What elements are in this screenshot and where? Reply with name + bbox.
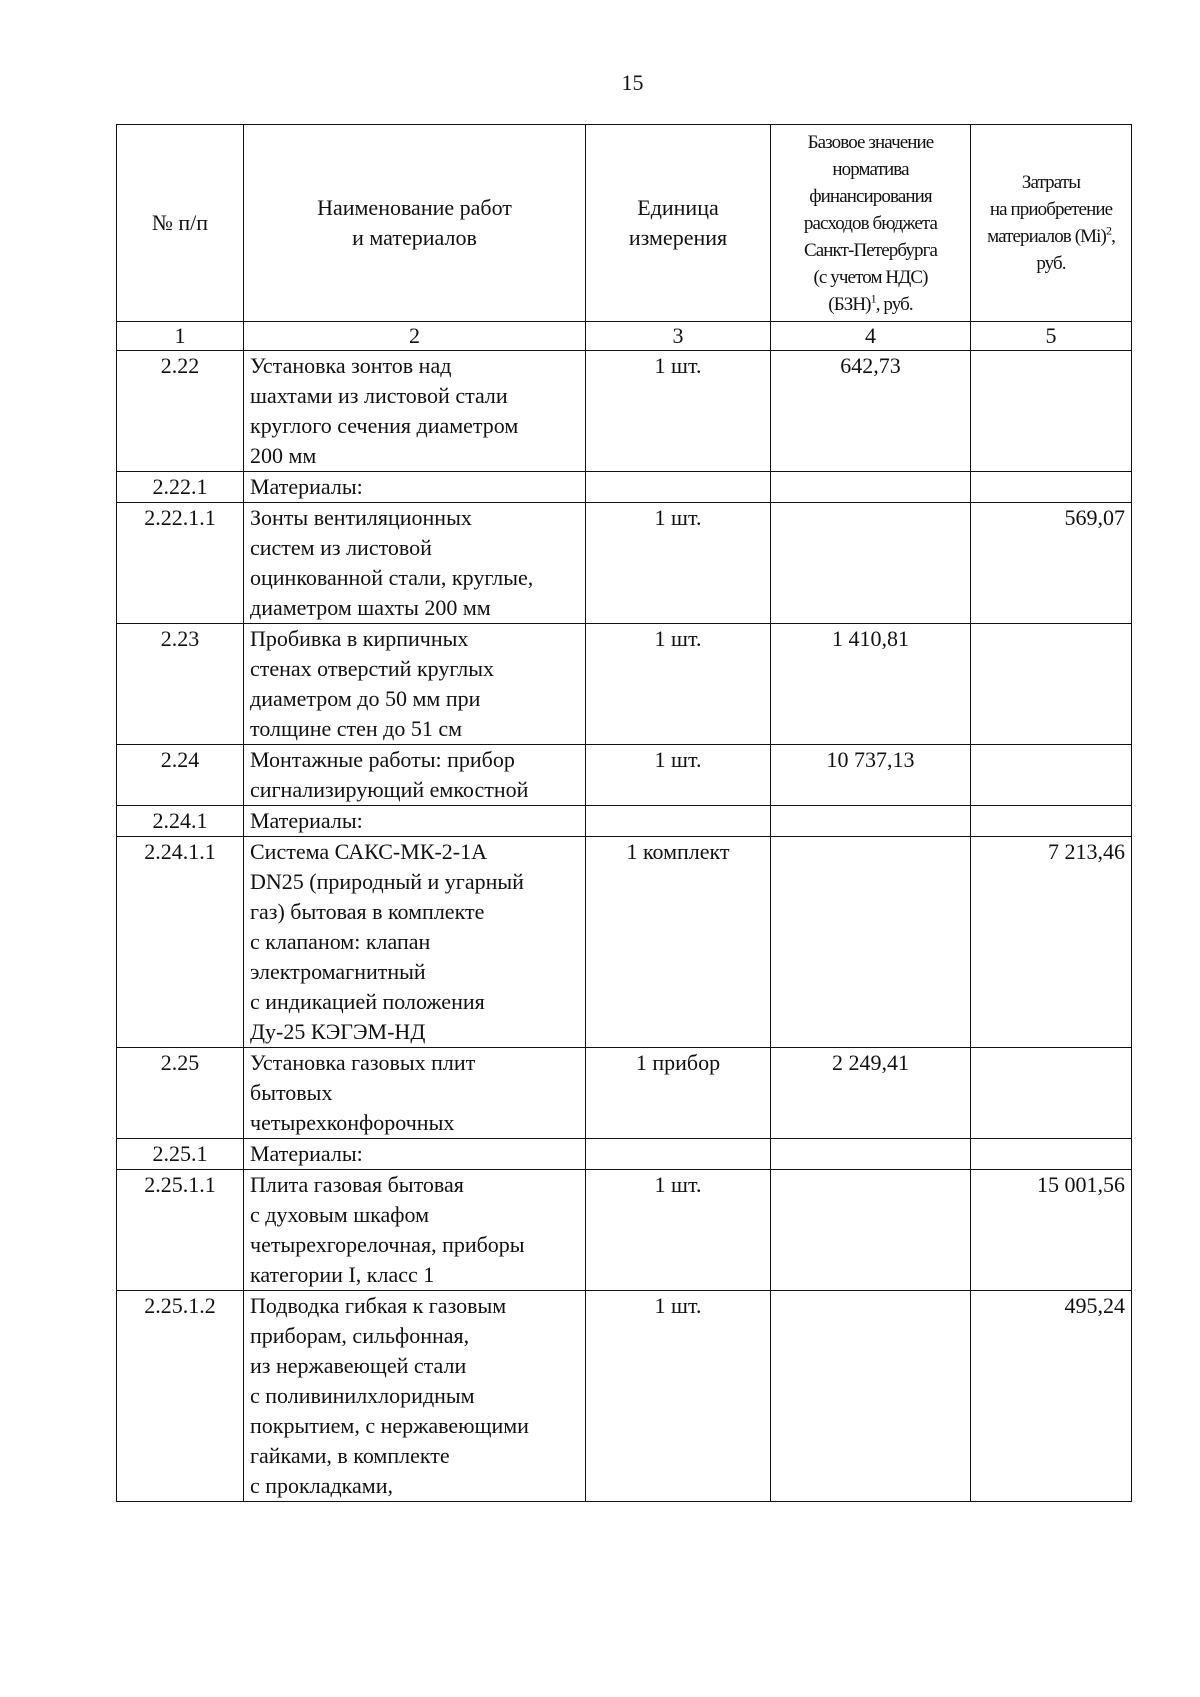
row-number-cell: 2.24.1.1 xyxy=(117,837,244,1048)
row-name-cell xyxy=(244,624,586,745)
row-number-cell: 2.25.1 xyxy=(117,1139,244,1170)
column-number: 1 xyxy=(117,322,244,351)
row-material-cost-cell: 569,07 xyxy=(971,503,1132,624)
row-name-line: четырехгорелочная, приборы xyxy=(250,1232,525,1257)
row-name-line: приборам, сильфонная, xyxy=(250,1323,470,1348)
row-name-line: с поливинилхлоридным xyxy=(250,1383,475,1408)
row-material-cost-cell xyxy=(971,806,1132,837)
norms-table xyxy=(116,124,1132,1502)
row-name-line: диаметром шахты 200 мм xyxy=(250,595,491,620)
table-row xyxy=(117,745,1132,806)
row-name-line: Зонты вентиляционных xyxy=(250,505,472,530)
row-material-cost-cell xyxy=(971,1139,1132,1170)
table-row xyxy=(117,472,1132,503)
row-unit-cell: 1 шт. xyxy=(586,1291,771,1502)
row-name-cell xyxy=(244,503,586,624)
row-material-cost-cell: 7 213,46 xyxy=(971,837,1132,1048)
row-material-cost-cell xyxy=(971,472,1132,503)
row-name-line: диаметром до 50 мм при xyxy=(250,686,481,711)
row-name-line: шахтами из листовой стали xyxy=(250,383,508,408)
row-base-value-cell xyxy=(771,1170,971,1291)
row-name-line: с духовым шкафом xyxy=(250,1202,430,1227)
table-row xyxy=(117,351,1132,472)
row-number-cell: 2.25.1.1 xyxy=(117,1170,244,1291)
column-number: 4 xyxy=(771,322,971,351)
row-name-cell xyxy=(244,1139,586,1170)
row-material-cost-cell: 15 001,56 xyxy=(971,1170,1132,1291)
row-material-cost-cell xyxy=(971,624,1132,745)
row-unit-cell: 1 шт. xyxy=(586,745,771,806)
row-name-line: четырехконфорочных xyxy=(250,1110,455,1135)
row-unit-cell xyxy=(586,1139,771,1170)
row-name-cell xyxy=(244,745,586,806)
row-name-line: покрытием, с нержавеющими xyxy=(250,1413,529,1438)
row-unit-cell: 1 комплект xyxy=(586,837,771,1048)
row-name-line: Установка газовых плит xyxy=(250,1050,476,1075)
row-name-line: круглого сечения диаметром xyxy=(250,413,519,438)
row-base-value-cell xyxy=(771,837,971,1048)
table-row xyxy=(117,503,1132,624)
row-material-cost-cell: 495,24 xyxy=(971,1291,1132,1502)
row-unit-cell xyxy=(586,472,771,503)
column-number-row xyxy=(117,322,1132,351)
header-material-costs: Затраты на приобретение материалов $(Mi)^2$, руб. xyxy=(971,125,1132,322)
table-row xyxy=(117,624,1132,745)
row-name-line: Плита газовая бытовая xyxy=(250,1172,464,1197)
row-name-line: Система САКС-МК-2-1А xyxy=(250,839,487,864)
row-name-cell xyxy=(244,837,586,1048)
table-row xyxy=(117,1291,1132,1502)
row-name-cell xyxy=(244,1291,586,1502)
row-name-line: с клапаном: клапан xyxy=(250,929,431,954)
page-number: 15 xyxy=(621,70,644,95)
column-number: 2 xyxy=(244,322,586,351)
row-name-line: с индикацией положения xyxy=(250,989,485,1014)
row-base-value-cell xyxy=(771,1291,971,1502)
row-name-line: DN25 (природный и угарный xyxy=(250,869,524,894)
column-number: 3 xyxy=(586,322,771,351)
row-base-value-cell: 2 249,41 xyxy=(771,1048,971,1139)
column-number: 5 xyxy=(971,322,1132,351)
row-number-cell: 2.25.1.2 xyxy=(117,1291,244,1502)
table-row xyxy=(117,1048,1132,1139)
row-number-cell: 2.25 xyxy=(117,1048,244,1139)
row-material-cost-cell xyxy=(971,745,1132,806)
row-name-line: электромагнитный xyxy=(250,959,426,984)
row-name-line: газ) бытовая в комплекте xyxy=(250,899,485,924)
header-base-value: Базовое значение норматива финансирования расходов бюджета Санкт-Петербурга (с учетом НДС) (БЗН)$^1$, руб. xyxy=(771,125,971,322)
row-name-line: сигнализирующий емкостной xyxy=(250,777,529,802)
row-name-line: стенах отверстий круглых xyxy=(250,656,495,681)
row-name-line: толщине стен до 51 см xyxy=(250,716,463,741)
row-unit-cell: 1 шт. xyxy=(586,503,771,624)
row-base-value-cell xyxy=(771,472,971,503)
row-name-cell xyxy=(244,806,586,837)
row-name-line: систем из листовой xyxy=(250,535,432,560)
row-base-value-cell: 642,73 xyxy=(771,351,971,472)
row-unit-cell: 1 шт. xyxy=(586,351,771,472)
header-number: № п/п xyxy=(117,125,244,322)
row-name-line: Ду-25 КЭГЭМ-НД xyxy=(250,1019,426,1044)
row-base-value-cell xyxy=(771,806,971,837)
row-base-value-cell xyxy=(771,503,971,624)
row-name-cell xyxy=(244,351,586,472)
row-name-line: гайками, в комплекте xyxy=(250,1443,450,1468)
row-name-cell xyxy=(244,1170,586,1291)
row-name-line: бытовых xyxy=(250,1080,333,1105)
row-name-line: категории I, класс 1 xyxy=(250,1262,435,1287)
row-material-cost-cell xyxy=(971,1048,1132,1139)
row-base-value-cell: 10 737,13 xyxy=(771,745,971,806)
table-row xyxy=(117,1139,1132,1170)
row-base-value-cell xyxy=(771,1139,971,1170)
row-name-line: 200 мм xyxy=(250,443,317,468)
row-name-line: Пробивка в кирпичных xyxy=(250,626,469,651)
row-number-cell: 2.22.1 xyxy=(117,472,244,503)
row-name-line: с прокладками, xyxy=(250,1473,393,1498)
row-name-line: Подводка гибкая к газовым xyxy=(250,1293,507,1318)
row-base-value-cell: 1 410,81 xyxy=(771,624,971,745)
header-unit: Единица измерения xyxy=(586,125,771,322)
table-header-row xyxy=(117,125,1132,322)
row-name-cell xyxy=(244,472,586,503)
row-name-cell xyxy=(244,1048,586,1139)
row-material-cost-cell xyxy=(971,351,1132,472)
header-name: Наименование работ и материалов xyxy=(244,125,586,322)
row-unit-cell: 1 прибор xyxy=(586,1048,771,1139)
row-number-cell: 2.24 xyxy=(117,745,244,806)
row-name-line: Монтажные работы: прибор xyxy=(250,747,515,772)
row-number-cell: 2.23 xyxy=(117,624,244,745)
row-name-line: Установка зонтов над xyxy=(250,353,452,378)
table-row xyxy=(117,837,1132,1048)
row-name-line: из нержавеющей стали xyxy=(250,1353,467,1378)
table-row xyxy=(117,1170,1132,1291)
row-name-line: Материалы: xyxy=(250,1141,363,1166)
row-unit-cell: 1 шт. xyxy=(586,1170,771,1291)
row-name-line: Материалы: xyxy=(250,474,363,499)
row-unit-cell: 1 шт. xyxy=(586,624,771,745)
row-number-cell: 2.24.1 xyxy=(117,806,244,837)
row-name-line: Материалы: xyxy=(250,808,363,833)
row-number-cell: 2.22.1.1 xyxy=(117,503,244,624)
row-name-line: оцинкованной стали, круглые, xyxy=(250,565,534,590)
row-unit-cell xyxy=(586,806,771,837)
table-row xyxy=(117,806,1132,837)
row-number-cell: 2.22 xyxy=(117,351,244,472)
